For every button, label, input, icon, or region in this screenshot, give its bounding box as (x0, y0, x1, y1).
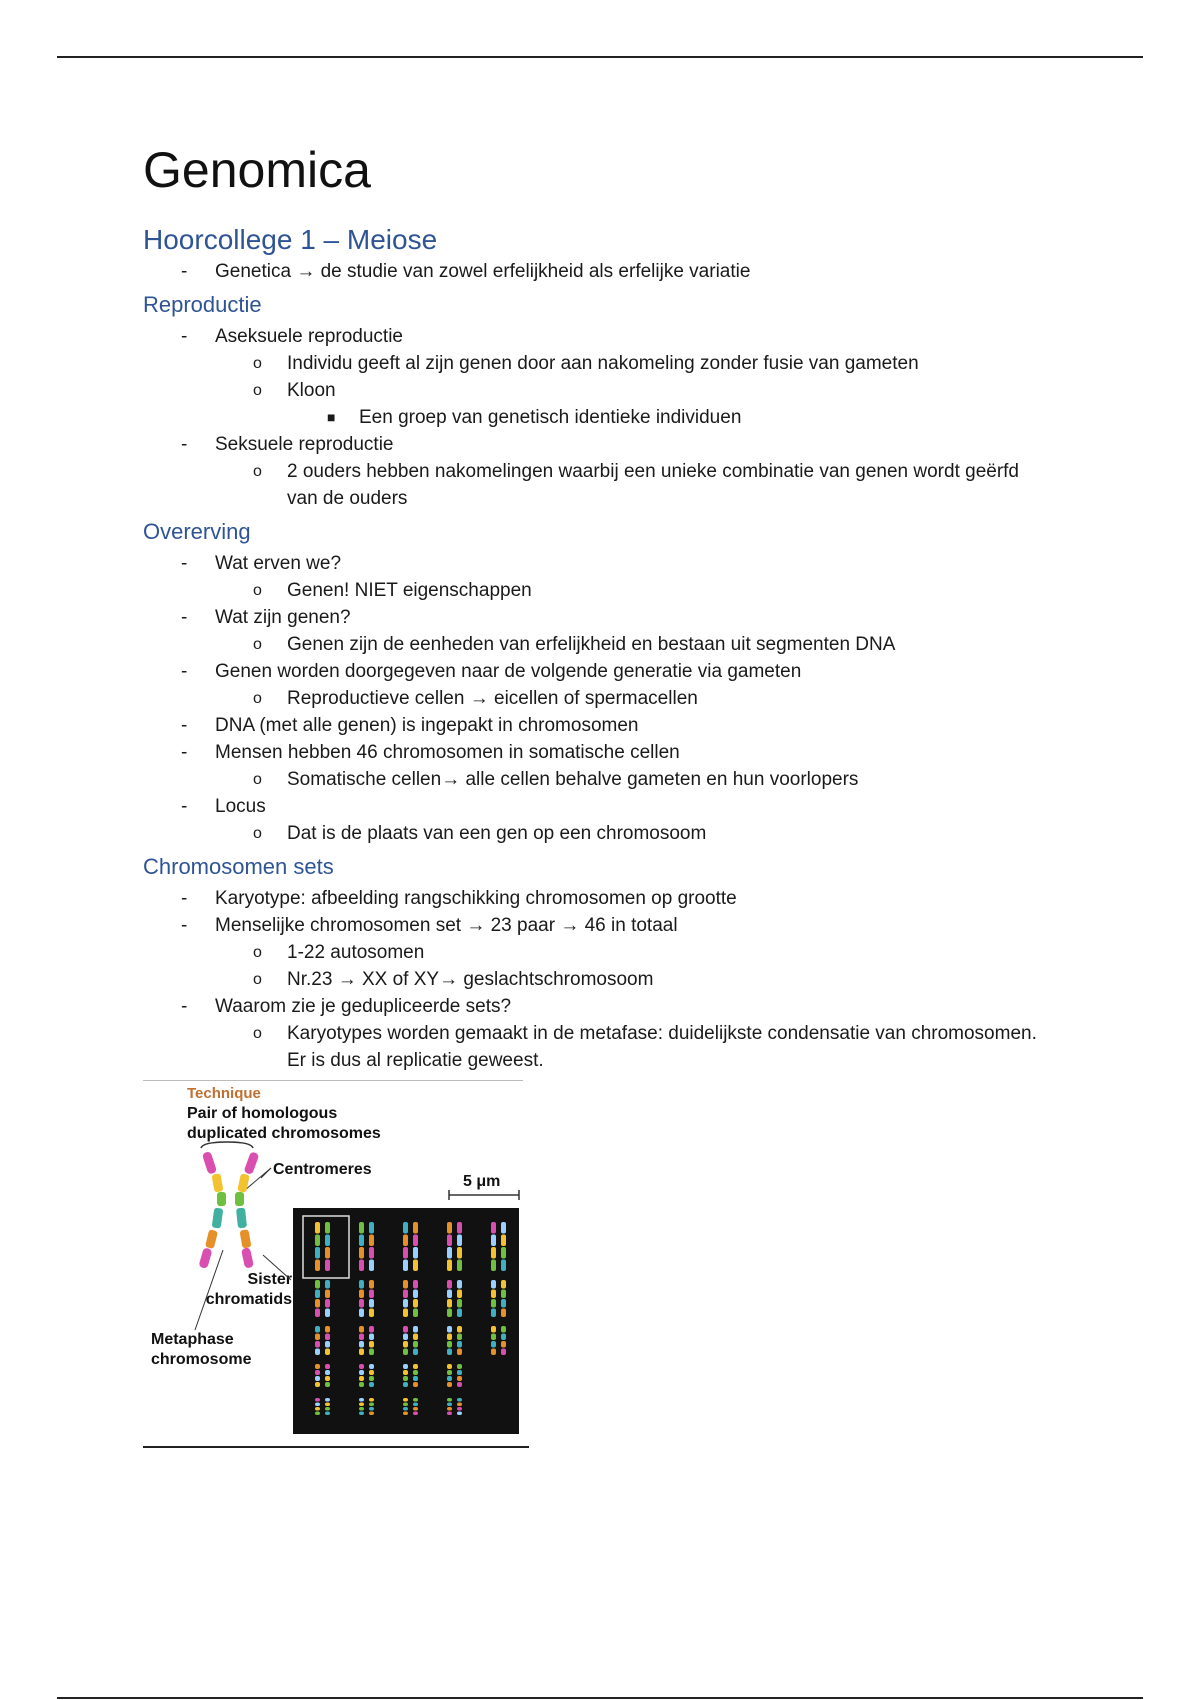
karyotype-chromosome-band (403, 1222, 408, 1234)
list-item (143, 550, 1043, 604)
karyotype-chromosome-band (501, 1280, 506, 1289)
list-item (143, 431, 1043, 512)
karyotype-chromosome-band (413, 1341, 418, 1348)
karyotype-chromosome-band (403, 1334, 408, 1341)
karyotype-chromosome-band (359, 1235, 364, 1247)
karyotype-chromosome-band (325, 1412, 330, 1416)
list-item (215, 1020, 1043, 1074)
figure-scale-label: 5 μm (463, 1173, 501, 1190)
karyotype-chromosome-band (501, 1326, 506, 1333)
list-item-text: Karyotype: afbeelding rangschikking chromosomen op grootte (215, 888, 737, 909)
dash-bullet: - (181, 888, 188, 909)
karyotype-chromosome-band (359, 1299, 364, 1308)
dash-bullet: - (181, 715, 188, 736)
list-item (215, 939, 1043, 966)
karyotype-chromosome-band (325, 1376, 330, 1381)
karyotype-chromosome-band (447, 1398, 452, 1402)
list-item (215, 766, 1043, 793)
karyotype-chromosome-band (413, 1235, 418, 1247)
karyotype-chromosome-band (403, 1235, 408, 1247)
karyotype-chromosome-band (413, 1412, 418, 1416)
karyotype-chromosome-band (491, 1222, 496, 1234)
list-item-text: Reproductieve cellen → eicellen of spermacellen (287, 688, 698, 709)
karyotype-chromosome-band (403, 1309, 408, 1318)
karyotype-chromosome-band (325, 1349, 330, 1356)
karyotype-chromosome-band (413, 1364, 418, 1369)
karyotype-chromosome-band (447, 1407, 452, 1411)
karyotype-chromosome-band (501, 1334, 506, 1341)
karyotype-chromosome-band (457, 1403, 462, 1407)
figure-metaphase-label-line1: Metaphase (151, 1331, 234, 1348)
karyotype-chromosome-band (447, 1382, 452, 1387)
karyotype-chromosome-band (315, 1235, 320, 1247)
karyotype-chromosome-band (491, 1334, 496, 1341)
karyotype-chromosome-band (501, 1290, 506, 1299)
karyotype-chromosome-band (447, 1299, 452, 1308)
section-heading-overerving: Overerving (143, 519, 251, 544)
figure-sister-label-line2: chromatids (205, 1291, 292, 1308)
sub-list (215, 685, 1043, 712)
karyotype-chromosome-band (403, 1260, 408, 1272)
karyotype-chromosome-band (447, 1260, 452, 1272)
sister-pointer (263, 1255, 291, 1280)
dash-bullet: - (181, 261, 188, 282)
karyotype-chromosome-band (369, 1235, 374, 1247)
karyotype-chromosome-band (315, 1382, 320, 1387)
list-item (215, 820, 1043, 847)
karyotype-chromosome-band (413, 1290, 418, 1299)
karyotype-chromosome-band (491, 1260, 496, 1272)
circle-bullet: o (253, 825, 262, 842)
list-item (143, 793, 1043, 847)
sub-list (215, 350, 1043, 431)
karyotype-chromosome-band (457, 1222, 462, 1234)
karyotype-chromosome-band (457, 1398, 462, 1402)
dash-bullet: - (181, 996, 188, 1017)
karyotype-chromosome-band (447, 1376, 452, 1381)
dash-bullet: - (181, 661, 188, 682)
karyotype-chromosome-band (325, 1364, 330, 1369)
list-item-text: Kloon (287, 380, 336, 401)
list-item (143, 323, 1043, 431)
list-item-text: Wat erven we? (215, 553, 342, 574)
list-item-text: Genen worden doorgegeven naar de volgende generatie via gameten (215, 661, 802, 682)
circle-bullet: o (253, 355, 262, 372)
karyotype-chromosome-band (413, 1349, 418, 1356)
karyotype-chromosome-band (369, 1349, 374, 1356)
karyotype-chromosome-band (369, 1222, 374, 1234)
karyotype-chromosome-band (315, 1376, 320, 1381)
karyotype-chromosome-band (369, 1403, 374, 1407)
karyotype-chromosome-band (447, 1280, 452, 1289)
list-item (215, 377, 1043, 431)
karyotype-chromosome-band (413, 1222, 418, 1234)
karyotype-chromosome-band (413, 1326, 418, 1333)
list-item (215, 631, 1043, 658)
karyotype-chromosome-band (359, 1334, 364, 1341)
circle-bullet: o (253, 944, 262, 961)
dash-bullet: - (181, 915, 188, 936)
karyotype-chromosome-band (359, 1260, 364, 1272)
karyotype-chromosome-band (403, 1290, 408, 1299)
list-item-text: Nr.23 → XX of XY→ geslachtschromosoom (287, 969, 654, 990)
karyotype-chromosome-band (369, 1398, 374, 1402)
dash-bullet: - (181, 434, 188, 455)
karyotype-chromosome-band (491, 1299, 496, 1308)
karyotype-chromosome-band (491, 1309, 496, 1318)
karyotype-chromosome-band (413, 1247, 418, 1259)
dash-bullet: - (181, 742, 188, 763)
karyotype-chromosome-band (325, 1222, 330, 1234)
karyotype-chromosome-band (491, 1341, 496, 1348)
lecture-heading: Hoorcollege 1 – Meiose (143, 224, 438, 255)
karyotype-chromosome-band (369, 1382, 374, 1387)
circle-bullet: o (253, 971, 262, 988)
list-item (287, 404, 1043, 431)
karyotype-chromosome-band (501, 1222, 506, 1234)
karyotype-chromosome-band (447, 1341, 452, 1348)
karyotype-illustration (143, 1080, 533, 1450)
karyotype-chromosome-band (403, 1247, 408, 1259)
karyotype-chromosome-band (447, 1247, 452, 1259)
page-top-rule (57, 56, 1143, 58)
karyotype-chromosome-band (403, 1376, 408, 1381)
karyotype-chromosome-band (315, 1260, 320, 1272)
karyotype-chromosome-band (359, 1403, 364, 1407)
karyotype-chromosome-band (315, 1280, 320, 1289)
chromosome-right (235, 1151, 259, 1268)
karyotype-chromosome-band (501, 1299, 506, 1308)
karyotype-chromosome-band (359, 1412, 364, 1416)
list-item-text: Somatische cellen→ alle cellen behalve gameten en hun voorlopers (287, 769, 859, 790)
karyotype-chromosome-band (447, 1364, 452, 1369)
karyotype-chromosome-band (501, 1260, 506, 1272)
karyotype-chromosome-band (359, 1376, 364, 1381)
list-item-text: Aseksuele reproductie (215, 326, 403, 347)
list-item (215, 577, 1043, 604)
karyotype-chromosome-band (403, 1349, 408, 1356)
karyotype-chromosome-band (369, 1370, 374, 1375)
karyotype-chromosome-band (457, 1299, 462, 1308)
karyotype-chromosome-band (325, 1382, 330, 1387)
karyotype-chromosome-band (403, 1382, 408, 1387)
karyotype-chromosome-band (457, 1349, 462, 1356)
karyotype-chromosome-band (325, 1309, 330, 1318)
figure-technique-label: Technique (187, 1085, 261, 1102)
list-item (143, 258, 1043, 285)
karyotype-chromosome-band (315, 1290, 320, 1299)
karyotype-chromosome-band (325, 1334, 330, 1341)
karyotype-chromosome-band (359, 1364, 364, 1369)
list-item (215, 458, 1043, 512)
karyotype-chromosome-band (315, 1398, 320, 1402)
karyotype-chromosome-band (457, 1290, 462, 1299)
karyotype-chromosome-band (403, 1403, 408, 1407)
karyotype-chromosome-band (325, 1370, 330, 1375)
karyotype-chromosome-band (315, 1341, 320, 1348)
karyotype-chromosome-band (457, 1235, 462, 1247)
karyotype-chromosome-band (369, 1309, 374, 1318)
sub-list (215, 939, 1043, 993)
karyotype-chromosome-band (457, 1326, 462, 1333)
karyotype-chromosome-band (413, 1398, 418, 1402)
list-item-text: 2 ouders hebben nakomelingen waarbij een unieke combinatie van genen wordt geërfd van de ouders (287, 461, 1020, 509)
karyotype-chromosome-band (491, 1326, 496, 1333)
karyotype-chromosome-band (413, 1403, 418, 1407)
figure-metaphase-label-line2: chromosome (151, 1351, 252, 1368)
karyotype-chromosome-band (403, 1364, 408, 1369)
list-item (143, 885, 1043, 912)
karyotype-chromosome-band (315, 1403, 320, 1407)
list-item (143, 604, 1043, 658)
karyotype-chromosome-band (501, 1309, 506, 1318)
list-item-text: Menselijke chromosomen set → 23 paar → 46 in totaal (215, 915, 678, 936)
karyotype-chromosome-band (359, 1326, 364, 1333)
list-item-text: Mensen hebben 46 chromosomen in somatische cellen (215, 742, 680, 763)
karyotype-chromosome-band (457, 1370, 462, 1375)
karyotype-chromosome-band (413, 1299, 418, 1308)
karyotype-chromosome-band (447, 1370, 452, 1375)
list-item-text: Waarom zie je gedupliceerde sets? (215, 996, 512, 1017)
circle-bullet: o (253, 463, 262, 480)
karyotype-chromosome-band (457, 1260, 462, 1272)
karyotype-chromosome-band (369, 1247, 374, 1259)
circle-bullet: o (253, 690, 262, 707)
list-item (143, 712, 1043, 739)
karyotype-chromosome-band (359, 1398, 364, 1402)
list-item-text: Individu geeft al zijn genen door aan nakomeling zonder fusie van gameten (287, 353, 919, 374)
karyotype-chromosome-band (457, 1247, 462, 1259)
karyotype-chromosome-band (325, 1326, 330, 1333)
karyotype-chromosome-band (403, 1280, 408, 1289)
karyotype-chromosome-band (501, 1247, 506, 1259)
karyotype-chromosome-band (457, 1412, 462, 1416)
karyotype-chromosome-band (457, 1341, 462, 1348)
karyotype-chromosome-band (403, 1299, 408, 1308)
karyotype-chromosome-band (325, 1280, 330, 1289)
circle-bullet: o (253, 636, 262, 653)
karyotype-chromosome-band (315, 1407, 320, 1411)
karyotype-chromosome-band (359, 1222, 364, 1234)
sub-list (215, 458, 1043, 512)
karyotype-chromosome-band (447, 1326, 452, 1333)
karyotype-chromosome-band (369, 1364, 374, 1369)
sub-list (215, 631, 1043, 658)
list-item (143, 993, 1043, 1074)
karyotype-chromosome-band (315, 1326, 320, 1333)
list-item-text: Locus (215, 796, 266, 817)
karyotype-chromosome-band (413, 1309, 418, 1318)
karyotype-chromosome-band (325, 1290, 330, 1299)
list-item (215, 685, 1043, 712)
figure-pair-label-line2: duplicated chromosomes (187, 1125, 381, 1142)
dash-bullet: - (181, 796, 188, 817)
karyotype-chromosome-band (315, 1370, 320, 1375)
pair-bracket (201, 1142, 253, 1148)
karyotype-chromosome-band (325, 1398, 330, 1402)
karyotype-chromosome-band (325, 1235, 330, 1247)
karyotype-figure (143, 1080, 533, 1450)
karyotype-chromosome-band (413, 1407, 418, 1411)
list-item (215, 350, 1043, 377)
karyotype-chromosome-band (447, 1334, 452, 1341)
karyotype-chromosome-band (315, 1412, 320, 1416)
dash-bullet: - (181, 553, 188, 574)
figure-centromeres-label: Centromeres (273, 1161, 372, 1178)
karyotype-chromosome-band (447, 1290, 452, 1299)
section-heading-chromosomen-sets: Chromosomen sets (143, 854, 334, 879)
circle-bullet: o (253, 382, 262, 399)
karyotype-chromosome-band (359, 1247, 364, 1259)
karyotype-chromosome-band (359, 1290, 364, 1299)
sub-list (215, 766, 1043, 793)
karyotype-chromosome-band (413, 1280, 418, 1289)
karyotype-chromosome-band (413, 1382, 418, 1387)
karyotype-chromosome-band (447, 1403, 452, 1407)
karyotype-chromosome-band (403, 1326, 408, 1333)
karyotype-chromosome-band (491, 1349, 496, 1356)
chromosome-left (198, 1151, 226, 1269)
intro-list (143, 258, 1043, 285)
list-item-text: 1-22 autosomen (287, 942, 425, 963)
karyotype-chromosome-band (457, 1364, 462, 1369)
karyotype-chromosome-band (457, 1280, 462, 1289)
karyotype-chromosome-band (369, 1407, 374, 1411)
list-item-text: Karyotypes worden gemaakt in de metafase: duidelijkste condensatie van chromosomen. Er is dus al replicatie geweest. (287, 1023, 1037, 1071)
dash-bullet: - (181, 326, 188, 347)
list-item-text: Genen zijn de eenheden van erfelijkheid en bestaan uit segmenten DNA (287, 634, 896, 655)
karyotype-chromosome-band (491, 1235, 496, 1247)
list-item (143, 739, 1043, 793)
karyotype-chromosome-band (501, 1235, 506, 1247)
document-title: Genomica (143, 142, 371, 198)
page-bottom-rule (57, 1697, 1143, 1699)
karyotype-chromosome-band (359, 1280, 364, 1289)
square-bullet: ■ (327, 409, 336, 425)
list-item-text: Genen! NIET eigenschappen (287, 580, 532, 601)
karyotype-chromosome-band (369, 1326, 374, 1333)
karyotype-chromosome-band (457, 1382, 462, 1387)
karyotype-chromosome-band (403, 1341, 408, 1348)
sub-list (215, 577, 1043, 604)
karyotype-chromosome-band (359, 1370, 364, 1375)
circle-bullet: o (253, 1025, 262, 1042)
list-item (215, 966, 1043, 993)
section-heading-reproductie: Reproductie (143, 292, 262, 317)
karyotype-chromosome-band (447, 1412, 452, 1416)
karyotype-chromosome-band (491, 1247, 496, 1259)
karyotype-chromosome-band (447, 1309, 452, 1318)
karyotype-chromosome-band (457, 1407, 462, 1411)
figure-sister-label-line1: Sister (247, 1271, 292, 1288)
karyotype-chromosome-band (369, 1260, 374, 1272)
karyotype-chromosome-band (491, 1290, 496, 1299)
karyotype-chromosome-band (403, 1398, 408, 1402)
karyotype-chromosome-band (325, 1407, 330, 1411)
karyotype-chromosome-band (315, 1299, 320, 1308)
karyotype-chromosome-band (369, 1341, 374, 1348)
karyotype-chromosome-band (369, 1412, 374, 1416)
karyotype-chromosome-band (457, 1376, 462, 1381)
chromosomen-list (143, 885, 1043, 1074)
karyotype-chromosome-band (325, 1260, 330, 1272)
karyotype-chromosome-band (403, 1412, 408, 1416)
karyotype-chromosome-band (501, 1341, 506, 1348)
sub-sub-list (287, 404, 1043, 431)
karyotype-chromosome-band (315, 1334, 320, 1341)
figure-pair-label-line1: Pair of homologous (187, 1105, 338, 1122)
karyotype-chromosome-band (447, 1235, 452, 1247)
karyotype-chromosome-band (359, 1341, 364, 1348)
karyotype-chromosome-band (369, 1280, 374, 1289)
karyotype-chromosome-band (413, 1370, 418, 1375)
karyotype-chromosome-band (413, 1376, 418, 1381)
sub-list (215, 820, 1043, 847)
document-body (143, 140, 1043, 1450)
karyotype-chromosome-band (447, 1349, 452, 1356)
karyotype-chromosome-band (447, 1222, 452, 1234)
karyotype-chromosome-band (369, 1299, 374, 1308)
reproductie-list (143, 323, 1043, 512)
list-item-text: Dat is de plaats van een gen op een chromosoom (287, 823, 707, 844)
circle-bullet: o (253, 582, 262, 599)
karyotype-chromosome-band (413, 1260, 418, 1272)
karyotype-chromosome-band (359, 1382, 364, 1387)
karyotype-chromosome-band (403, 1370, 408, 1375)
circle-bullet: o (253, 771, 262, 788)
karyotype-chromosome-band (491, 1280, 496, 1289)
karyotype-chromosome-band (325, 1299, 330, 1308)
sub-list (215, 1020, 1043, 1074)
list-item (143, 912, 1043, 993)
karyotype-chromosome-band (369, 1334, 374, 1341)
karyotype-chromosome-band (315, 1222, 320, 1234)
figure-bottom-rule (143, 1446, 529, 1448)
karyotype-chromosome-band (359, 1309, 364, 1318)
karyotype-chromosome-band (325, 1341, 330, 1348)
list-item-text: DNA (met alle genen) is ingepakt in chromosomen (215, 715, 639, 736)
list-item-text: Genetica → de studie van zowel erfelijkheid als erfelijke variatie (215, 261, 751, 282)
karyotype-chromosome-band (359, 1349, 364, 1356)
karyotype-chromosome-band (369, 1376, 374, 1381)
karyotype-chromosome-band (359, 1407, 364, 1411)
dash-bullet: - (181, 607, 188, 628)
karyotype-chromosome-band (457, 1309, 462, 1318)
list-item-text: Wat zijn genen? (215, 607, 351, 628)
karyotype-chromosome-band (315, 1349, 320, 1356)
karyotype-chromosome-band (325, 1403, 330, 1407)
karyotype-chromosome-band (369, 1290, 374, 1299)
list-item-text: Seksuele reproductie (215, 434, 394, 455)
karyotype-chromosome-band (501, 1349, 506, 1356)
overerving-list (143, 550, 1043, 847)
karyotype-chromosome-band (315, 1364, 320, 1369)
karyotype-chromosome-band (457, 1334, 462, 1341)
karyotype-chromosome-band (403, 1407, 408, 1411)
karyotype-chromosome-band (325, 1247, 330, 1259)
list-item (143, 658, 1043, 712)
list-item-text: Een groep van genetisch identieke individuen (359, 407, 742, 428)
karyotype-chromosome-band (413, 1334, 418, 1341)
karyotype-chromosome-band (315, 1309, 320, 1318)
karyotype-chromosome-band (315, 1247, 320, 1259)
